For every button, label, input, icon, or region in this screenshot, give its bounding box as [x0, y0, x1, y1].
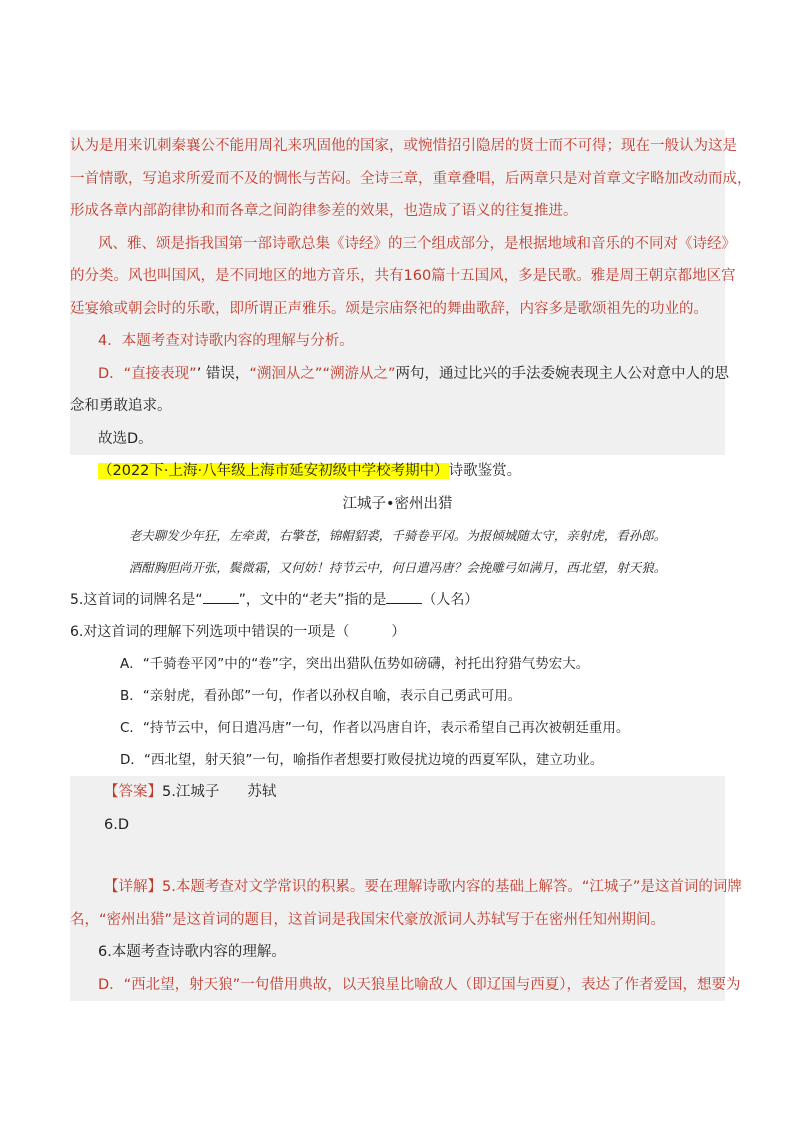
option-b: B．“亲射虎，看孙郎”一句，作者以孙权自喻，表示自己勇武可用。: [120, 688, 522, 704]
poem-title: 江城子•密州出猎: [342, 495, 453, 512]
detail-l4-a: D．: [98, 976, 124, 993]
d-quote1: “直接表现”: [123, 365, 197, 382]
answer-line: [70, 776, 725, 809]
para1-line1: 认为是用来讥刺秦襄公不能用周礼来巩固他的国家，或惋惜招引隐居的贤士而不可得；现在一般认为这是: [70, 138, 737, 154]
choose-answer: 故选D。: [98, 430, 153, 447]
para2-line2: 的分类。风也叫国风，是不同地区的地方音乐，共有160篇十五国风，多是民歌。雅是周王朝京都地区宫: [70, 268, 736, 284]
document-page: [70, 130, 752, 1001]
para1-line2: 一首情歌，写追求所爱而不及的惆怅与苦闷。全诗三章，重章叠唱，后两章只是对首章文字略加改动而成，: [70, 170, 752, 187]
option-d: D．“西北望，射天狼”一句，喻指作者想要打败侵扰边境的西夏军队，建立功业。: [120, 752, 604, 768]
detail-l2-a: 名，: [70, 911, 99, 928]
detail-line1: [70, 871, 742, 904]
para1-line3: 形成各章内部韵律协和而各章之间韵律参差的效果，也造成了语义的往复推进。: [70, 203, 578, 219]
answer-tag: 【答案】: [104, 784, 162, 800]
q5-text-a: 5.这首词的词牌名是“: [70, 592, 203, 608]
option-d-analysis-line2: 念和勇敢追求。: [70, 398, 172, 414]
q5-blank1[interactable]: [203, 589, 239, 604]
detail-line3: 6.本题考查诗歌内容的理解。: [98, 944, 286, 960]
detail-l4-b: 一句借用典故，以天狼星比喻敌人（即辽国与西夏），表达了作者爱国，想要为: [240, 976, 741, 993]
question-5: [70, 584, 725, 616]
option-a: A．“千骑卷平冈”中的“卷”字，突出出猎队伍势如磅礴，衬托出狩猎气势宏大。: [120, 656, 590, 672]
analysis-block: [70, 130, 752, 455]
detail-l1-a: 5.本题考查对文学常识的积累。要在理解诗歌内容的基础上解答。: [162, 879, 582, 895]
d-text1: ’ 错误，: [196, 365, 250, 382]
answer-5-author: 苏轼: [247, 784, 277, 800]
para2-line1: 风、雅、颂是指我国第一部诗歌总集《诗经》的三个组成部分，是根据地域和音乐的不同对《诗经》: [98, 235, 736, 252]
detail-line4: [70, 969, 741, 1002]
d-text2: 两句，通过比兴的手法委婉表现主人公对意中人的思: [395, 365, 729, 382]
q5-text-b: ”，文中的“老夫”指的是: [238, 592, 387, 608]
option-d-analysis: [70, 358, 729, 391]
detail-l1-q: “江城子”: [581, 879, 641, 895]
detail-l2-q: “密州出猎”: [99, 911, 173, 928]
question-source: [70, 455, 725, 488]
detail-tag: 【详解】: [104, 879, 162, 895]
answer-6: 6.D: [104, 816, 129, 833]
question-6: 6.对这首词的理解下列选项中错误的一项是（ ）: [70, 624, 406, 640]
para2-line3: 廷宴飨或朝会时的乐歌，即所谓正声雅乐。颂是宗庙祭祀的舞曲歌辞，内容多是歌颂祖先的功业的。: [70, 300, 708, 317]
answer-block: [70, 776, 742, 1001]
q4-explanation: 4．本题考查对诗歌内容的理解与分析。: [98, 333, 354, 349]
source-suffix: 诗歌鉴赏。: [448, 463, 522, 479]
answer-5: 5.江城子: [162, 784, 220, 800]
detail-l2-b: 是这首词的题目，这首词是我国宋代豪放派词人苏轼写于在密州任知州期间。: [172, 911, 666, 928]
d-prefix: D．: [98, 365, 124, 382]
q5-blank2[interactable]: [386, 589, 422, 604]
detail-line2: [70, 904, 725, 937]
q5-text-c: （人名）: [422, 592, 479, 608]
detail-l1-b: 是这首词的词牌: [640, 879, 742, 895]
poem-line2: 酒酣胸胆尚开张，鬓微霜，又何妨！持节云中，何日遣冯唐？会挽雕弓如满月，西北望，射天狼。: [128, 560, 667, 575]
detail-l4-q: “西北望，射天狼”: [123, 976, 241, 993]
d-quote2: “溯洄从之”“溯游从之”: [249, 365, 396, 382]
option-c: C．“持节云中，何日遣冯唐”一句，作者以冯唐自许，表示希望自己再次被朝廷重用。: [120, 720, 630, 736]
poem-line1: 老夫聊发少年狂，左牵黄，右擎苍，锦帽貂裘，千骑卷平冈。为报倾城随太守，亲射虎，看孙郎。: [128, 528, 667, 543]
source-highlight: （2022下·上海·八年级上海市延安初级中学校考期中）: [98, 463, 449, 479]
